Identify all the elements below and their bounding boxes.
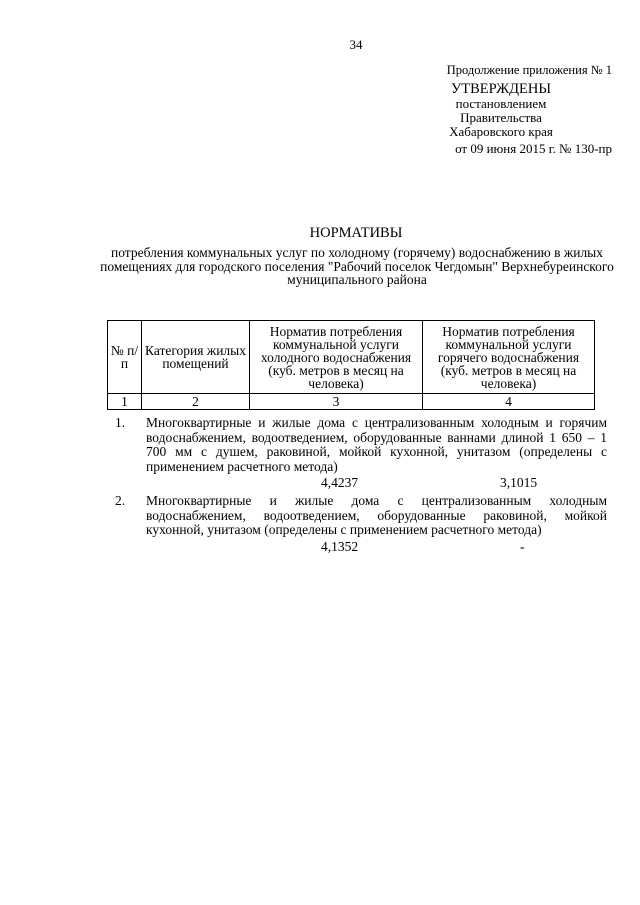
column-number-cell: 2 <box>142 394 250 410</box>
column-number-cell: 4 <box>423 394 595 410</box>
document-subtitle: потребления коммунальных услуг по холодному (горячему) водоснабжению в жилых помещениях для городского поселения "Рабочий поселок Чегдомын" Верхнебуреинского муниципального района <box>100 245 614 287</box>
header-cell-hot-water: Норматив потребления коммунальной услуги горячего водоснабжения (куб. метров в месяц на человека) <box>423 321 595 394</box>
item-description: Многоквартирные и жилые дома с централизованным холодным и горячим водоснабжением, водоотведением, оборудованные ваннами длиной 1 650 – 1 700 мм с душем, раковиной, мойкой кухонной, унитазом (определены с применением расчетного метода) <box>146 415 607 474</box>
approved-heading: УТВЕРЖДЕНЫ <box>450 81 552 97</box>
header-cell-number: № п/п <box>108 321 142 394</box>
approval-date: от 09 июня 2015 г. № 130-пр <box>455 141 612 156</box>
header-cell-cold-water: Норматив потребления коммунальной услуги холодного водоснабжения (куб. метров в месяц на человека) <box>250 321 423 394</box>
list-item <box>115 416 607 474</box>
column-number-cell: 3 <box>250 394 423 410</box>
page-number: 34 <box>349 37 363 52</box>
item-number: 2. <box>115 493 126 508</box>
table-column-numbers-row <box>108 394 595 410</box>
approval-line: Хабаровского края <box>449 124 553 139</box>
norms-table <box>107 320 595 410</box>
appendix-continuation: Продолжение приложения № 1 <box>446 63 612 77</box>
column-number-cell: 1 <box>108 394 142 410</box>
header-cell-category: Категория жилых помещений <box>142 321 250 394</box>
item-number: 1. <box>115 415 126 430</box>
item-hot-water-value: 3,1015 <box>500 475 538 490</box>
item-hot-water-value: - <box>520 539 525 554</box>
item-cold-water-value: 4,1352 <box>321 539 359 554</box>
approval-line: Правительства <box>460 110 542 125</box>
item-description: Многоквартирные и жилые дома с централизованным холодным водоснабжением, водоотведением, оборудованные раковиной, мойкой кухонной, унитазом (определены с применением расчетного метода) <box>146 493 607 537</box>
table-header-row <box>108 321 595 394</box>
list-item <box>115 494 607 538</box>
approval-block <box>390 63 612 156</box>
document-title: НОРМАТИВЫ <box>309 225 403 241</box>
item-cold-water-value: 4,4237 <box>321 475 359 490</box>
approval-line: постановлением <box>455 96 547 111</box>
